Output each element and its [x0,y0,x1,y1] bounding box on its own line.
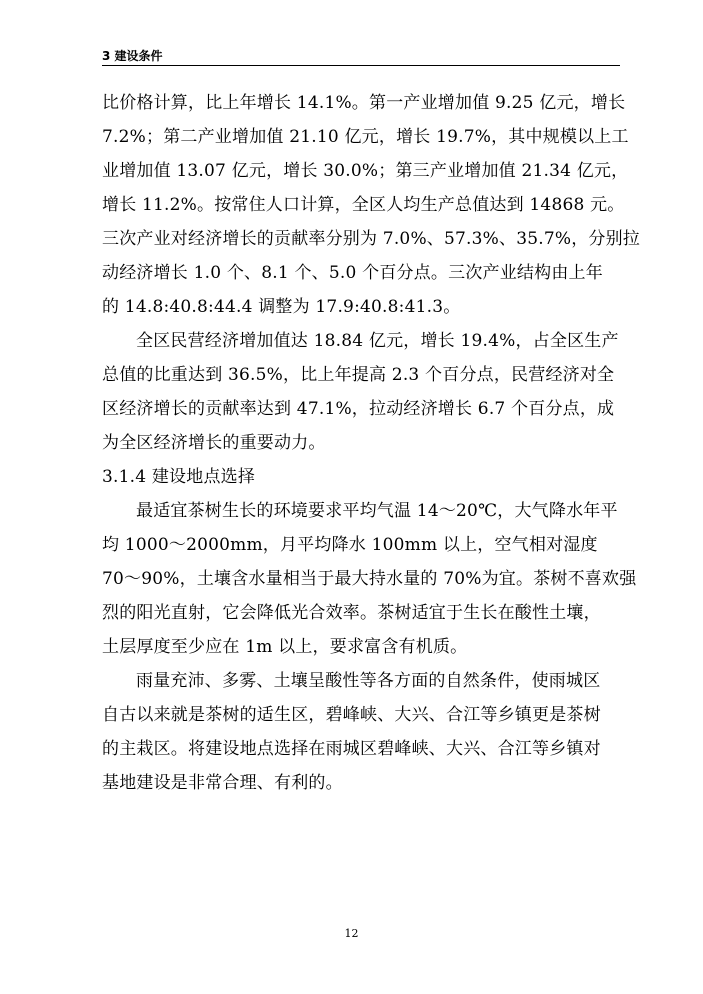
page-number: 12 [344,927,359,940]
running-header: 3 建设条件 [102,49,163,63]
paragraph-1-line-1: 比价格计算，比上年增长 14.1%。第一产业增加值 9.25 亿元，增长 [102,93,626,113]
paragraph-4-line-1: 雨量充沛、多雾、土壤呈酸性等各方面的自然条件，使雨城区 [136,671,601,691]
paragraph-4-line-4: 基地建设是非常合理、有利的。 [102,773,343,793]
paragraph-4-line-3: 的主栽区。将建设地点选择在雨城区碧峰峡、大兴、合江等乡镇对 [102,739,601,759]
header-divider [102,65,620,66]
paragraph-3-line-4: 烈的阳光直射，它会降低光合效率。茶树适宜于生长在酸性土壤， [102,603,601,623]
paragraph-2-line-1: 全区民营经济增加值达 18.84 亿元，增长 19.4%，占全区生产 [136,331,619,351]
paragraph-1-line-5: 三次产业对经济增长的贡献率分别为 7.0%、57.3%、35.7%，分别拉 [102,229,641,249]
paragraph-2-line-4: 为全区经济增长的重要动力。 [102,433,326,453]
paragraph-3-line-1: 最适宜茶树生长的环境要求平均气温 14～20℃，大气降水年平 [136,501,618,521]
paragraph-2-line-2: 总值的比重达到 36.5%，比上年提高 2.3 个百分点，民营经济对全 [102,365,615,385]
paragraph-1-line-2: 7.2%；第二产业增加值 21.10 亿元，增长 19.7%，其中规模以上工 [102,127,629,147]
paragraph-1-line-3: 业增加值 13.07 亿元，增长 30.0%；第三产业增加值 21.34 亿元， [102,161,629,181]
paragraph-3-line-5: 土层厚度至少应在 1m 以上，要求富含有机质。 [102,637,468,657]
paragraph-3-line-3: 70～90%，土壤含水量相当于最大持水量的 70%为宜。茶树不喜欢强 [102,569,637,589]
paragraph-1-line-4: 增长 11.2%。按常住人口计算，全区人均生产总值达到 14868 元。 [102,195,625,215]
paragraph-4-line-2: 自古以来就是茶树的适生区，碧峰峡、大兴、合江等乡镇更是茶树 [102,705,601,725]
section-heading: 3.1.4 建设地点选择 [102,467,256,487]
paragraph-2-line-3: 区经济增长的贡献率达到 47.1%，拉动经济增长 6.7 个百分点，成 [102,399,615,419]
paragraph-3-line-2: 均 1000～2000mm，月平均降水 100mm 以上，空气相对湿度 [102,535,598,555]
paragraph-1-line-6: 动经济增长 1.0 个、8.1 个、5.0 个百分点。三次产业结构由上年 [102,263,603,283]
paragraph-1-line-7: 的 14.8:40.8:44.4 调整为 17.9:40.8:41.3。 [102,297,461,317]
